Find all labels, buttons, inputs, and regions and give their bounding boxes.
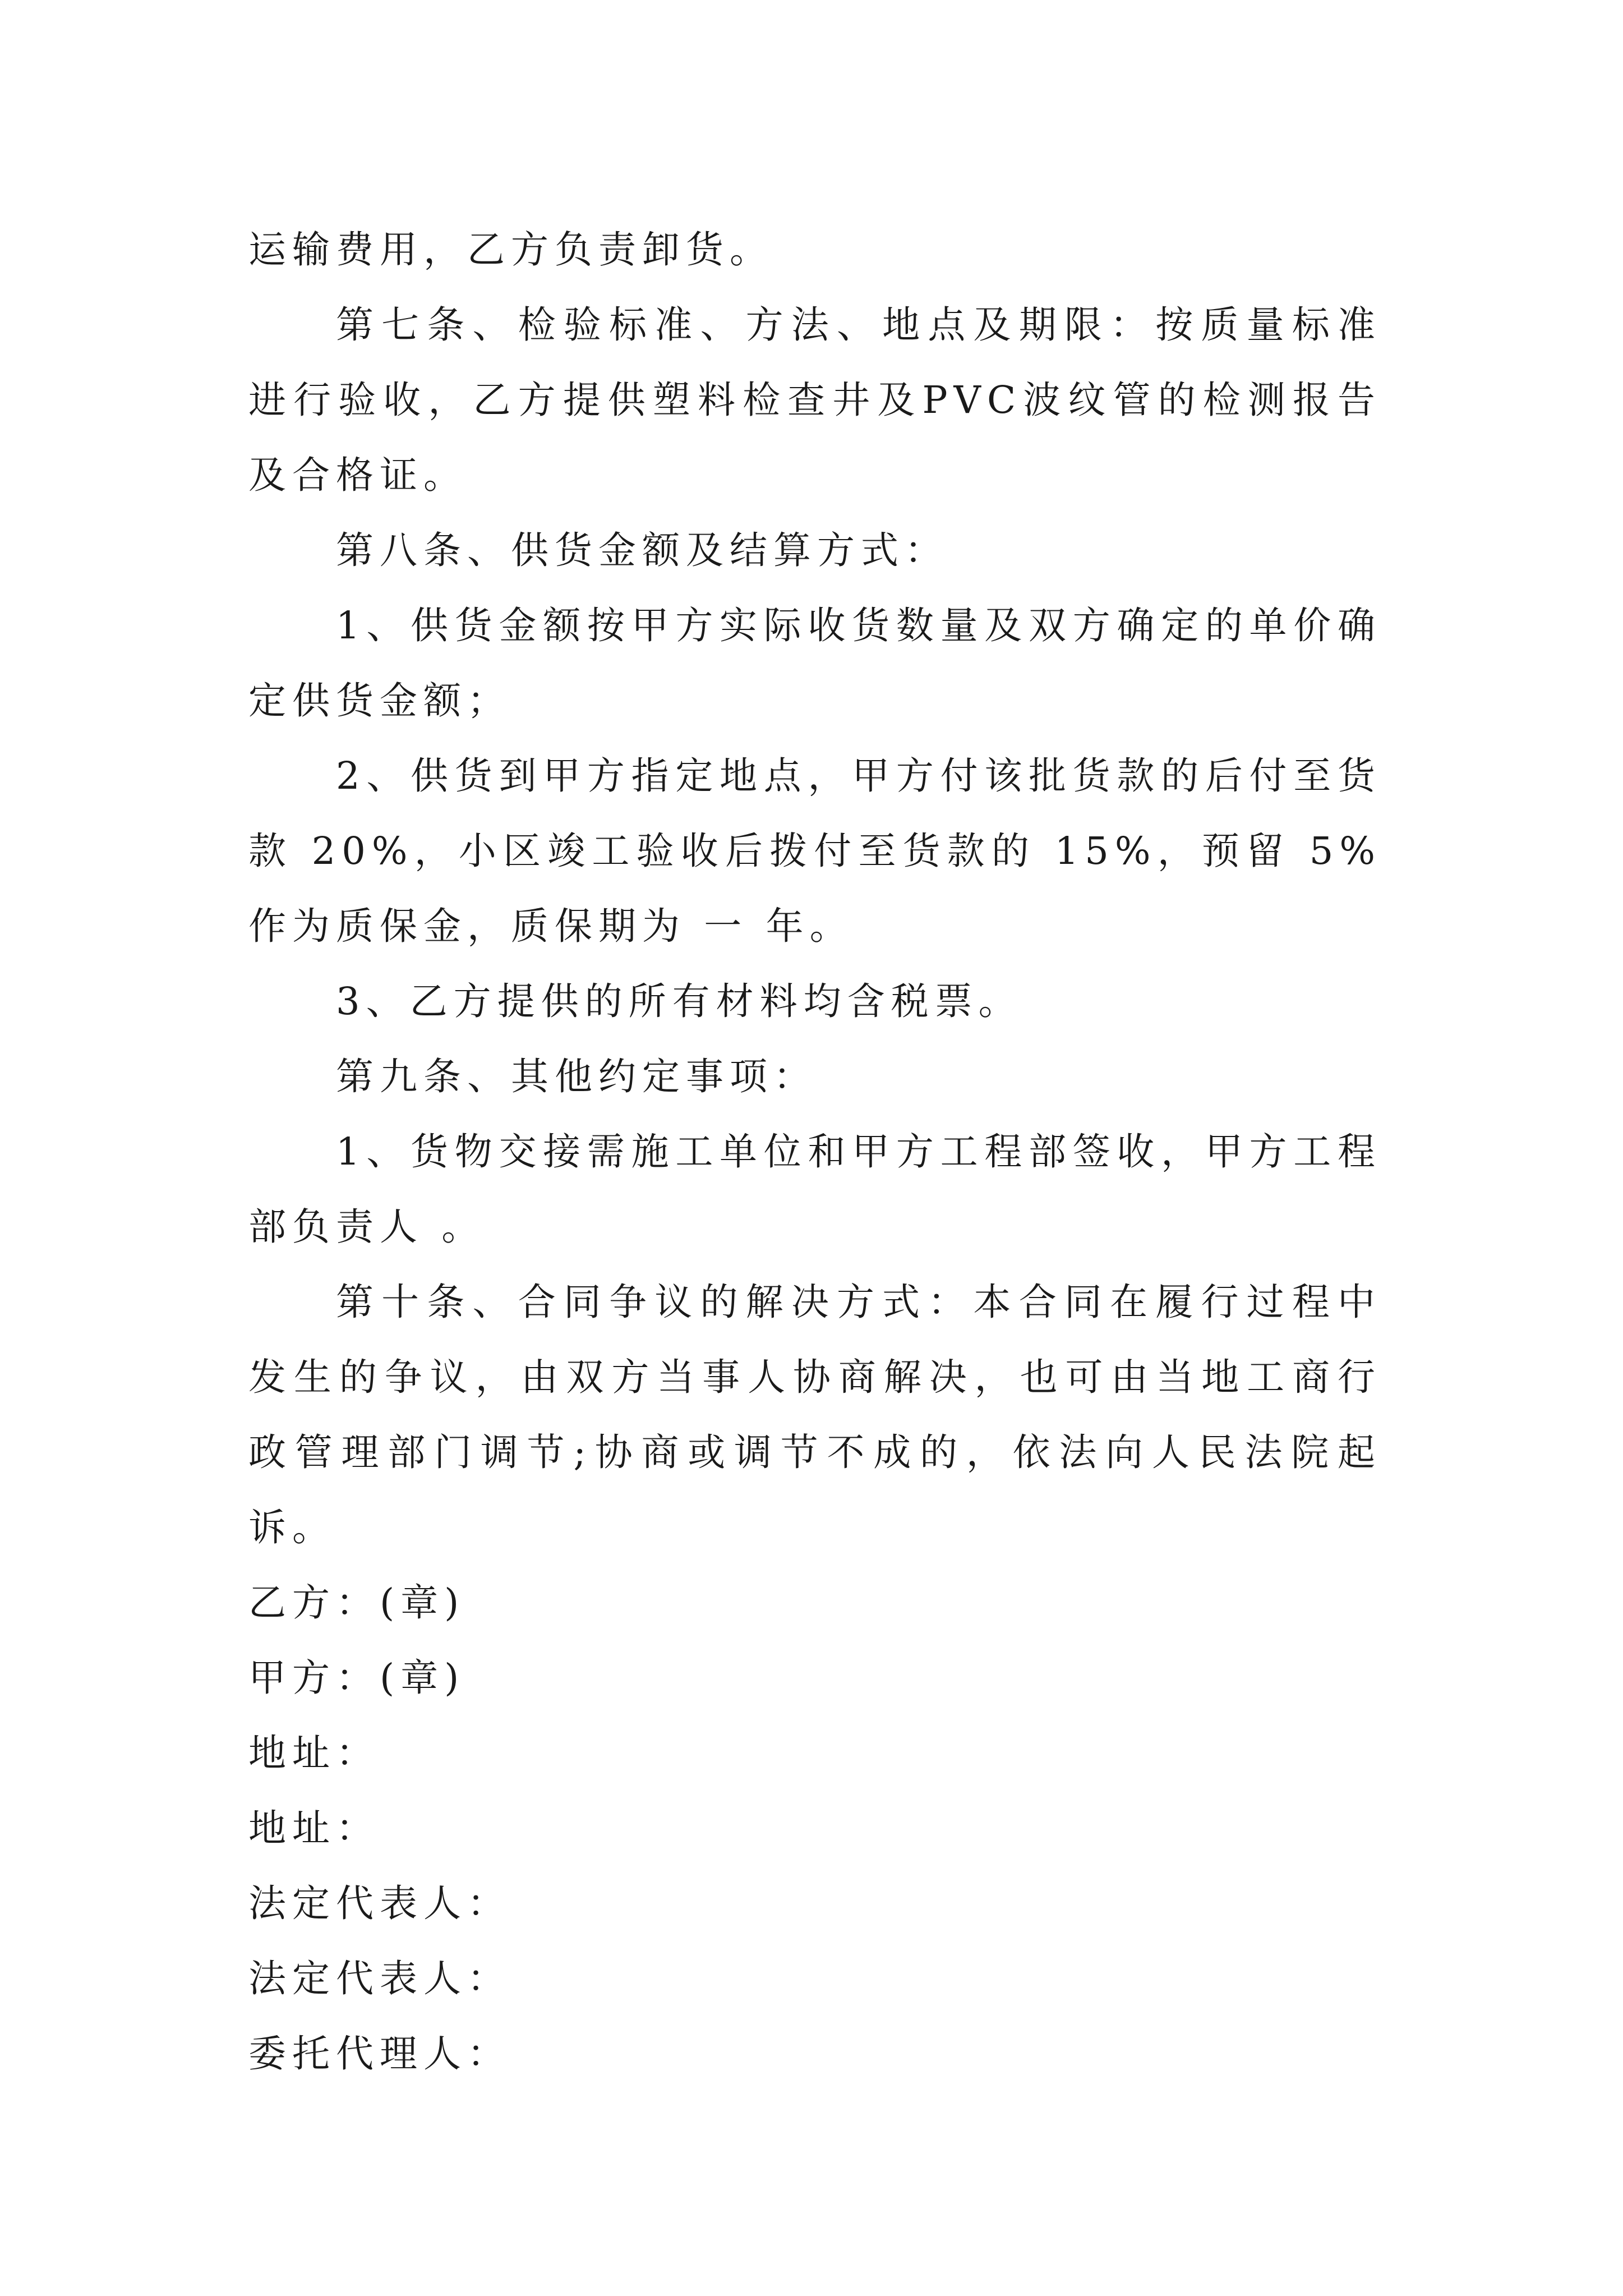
signature-address-1: 地址： [248,1731,380,1775]
signature-legal-rep-1: 法定代表人： [248,1881,511,1925]
signature-legal-rep-2: 法定代表人： [248,1957,511,2000]
paragraph-article-8-item-1: 1、供货金额按甲方实际收货数量及双方确定的单价确定供货金额； [248,604,1381,723]
paragraph-article-7: 第七条、检验标准、方法、地点及期限：按质量标准进行验收，乙方提供塑料检查井及PVC波纹管的检测报告及合格证。 [248,303,1381,497]
document-body [248,212,1381,2091]
paragraph-article-8-item-3: 3、乙方提供的所有材料均含税票。 [336,979,1022,1023]
signature-party-a: 甲方：(章) [248,1656,465,1700]
paragraph-article-9: 第九条、其他约定事项： [336,1055,817,1098]
paragraph-article-10: 第十条、合同争议的解决方式：本合同在履行过程中发生的争议，由双方当事人协商解决，也可由当地工商行政管理部门调节;协商或调节不成的，依法向人民法院起诉。 [248,1280,1381,1549]
signature-agent: 委托代理人： [248,2032,511,2076]
paragraph-article-9-item-1: 1、货物交接需施工单位和甲方工程部签收，甲方工程部负责人 。 [248,1130,1381,1249]
paragraph-article-8-item-2: 2、供货到甲方指定地点，甲方付该批货款的后付至货款 20%，小区竣工验收后拨付至货款的 15%，预留 5% 作为质保金，质保期为 一 年。 [248,754,1381,948]
paragraph-article-8: 第八条、供货金额及结算方式： [336,528,948,572]
paragraph-transport-cost: 运输费用，乙方负责卸货。 [248,228,773,272]
signature-address-2: 地址： [248,1806,380,1850]
signature-party-b: 乙方：(章) [248,1581,465,1625]
